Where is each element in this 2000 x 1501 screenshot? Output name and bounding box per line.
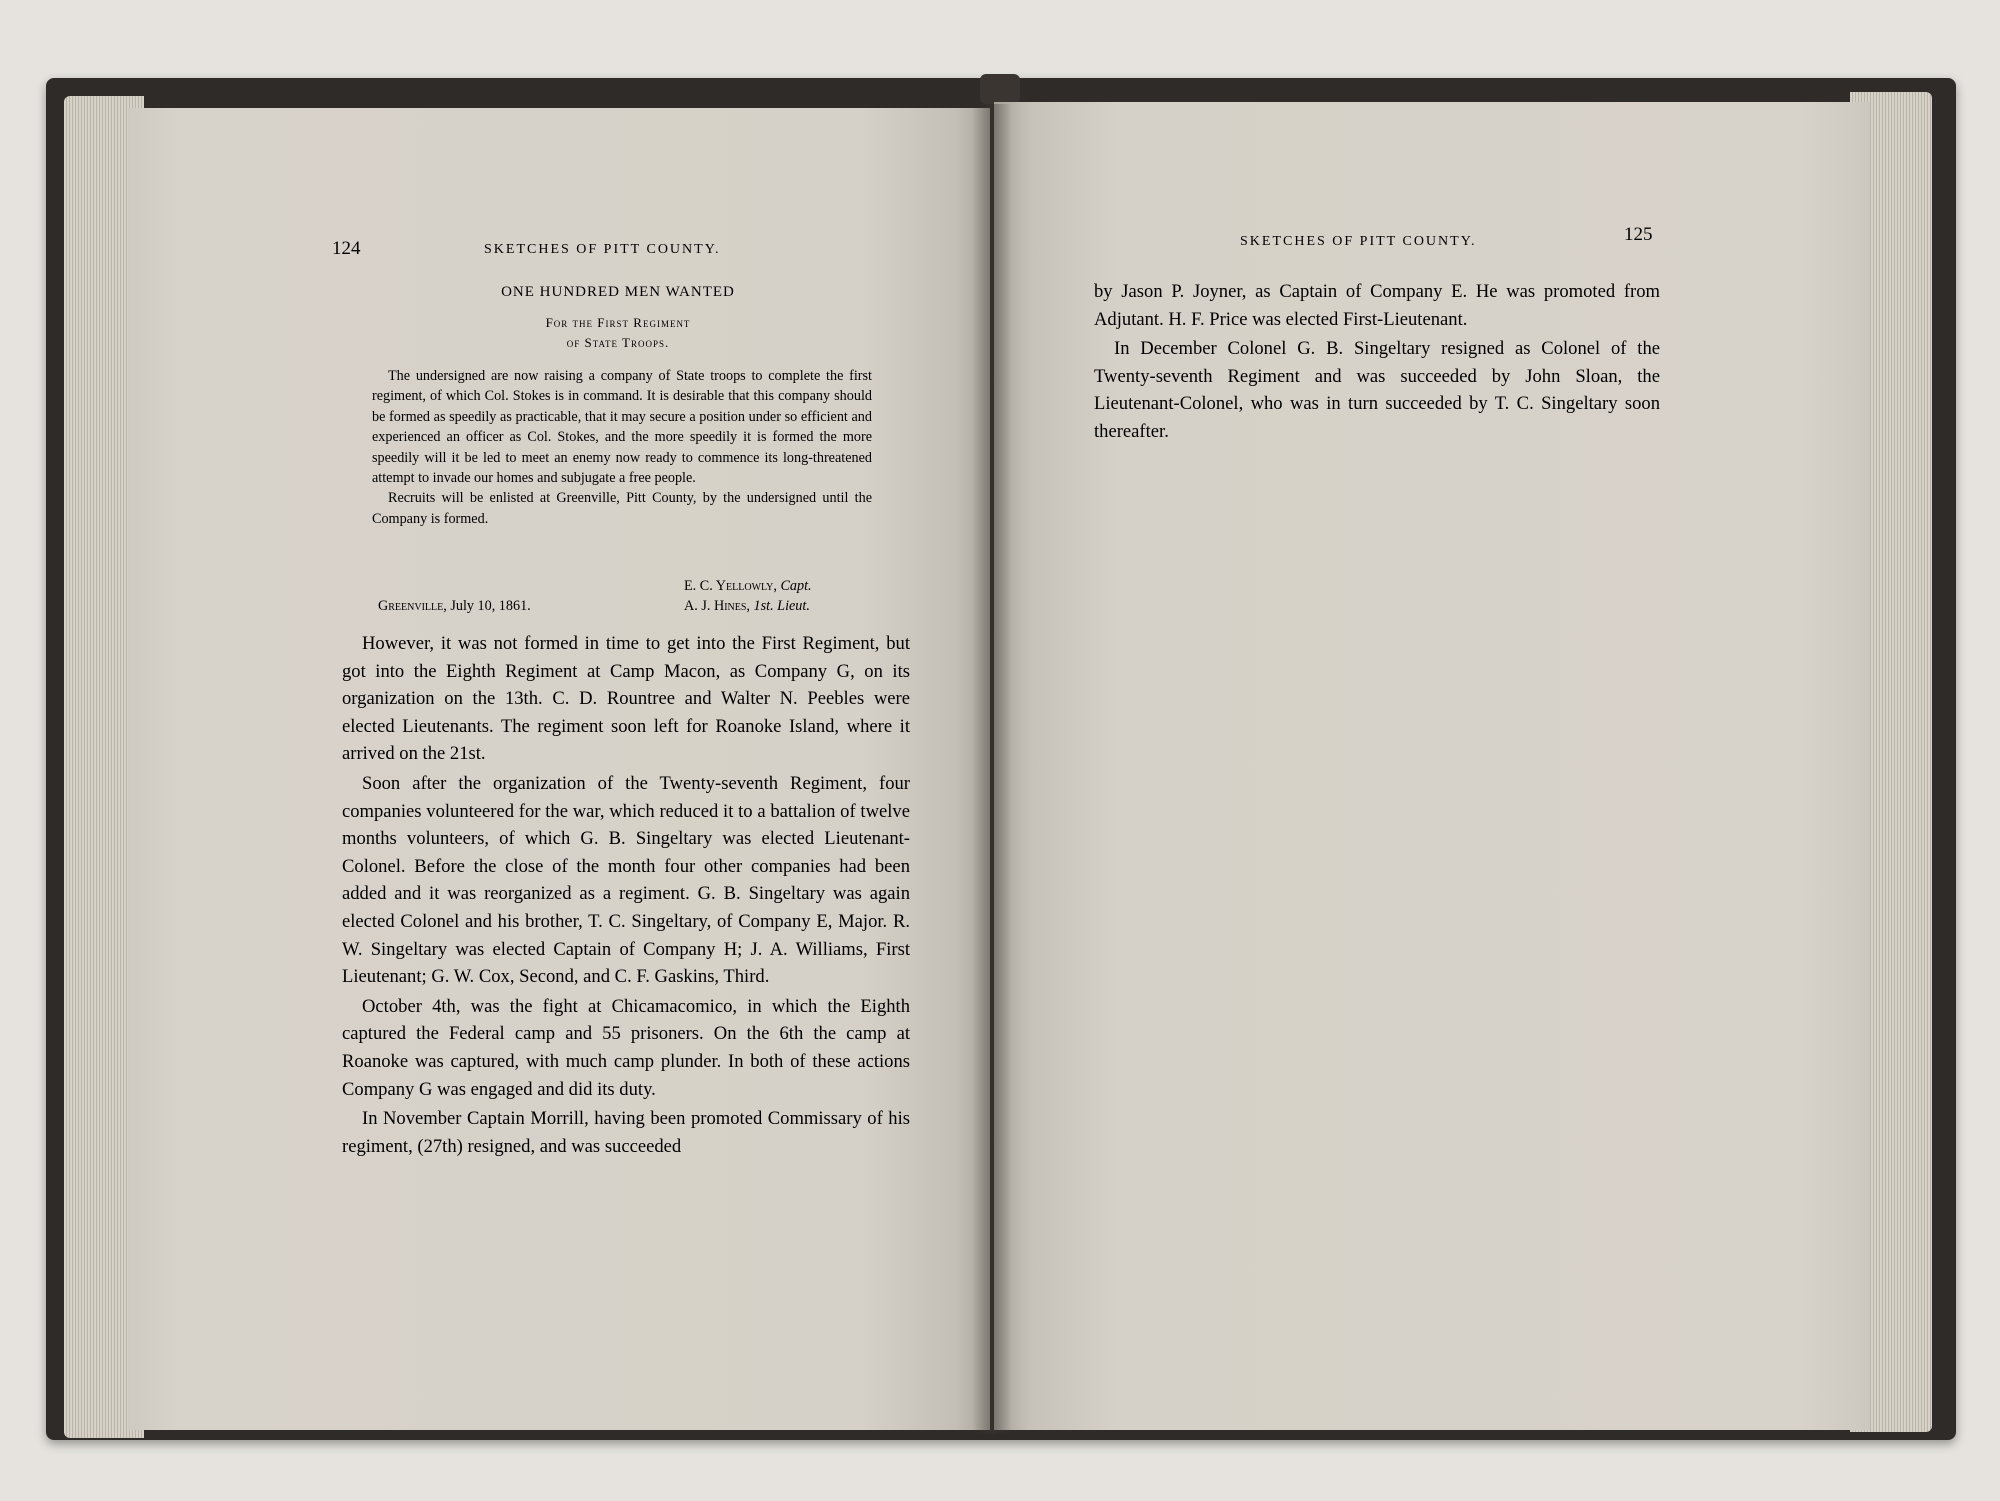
left-page-number: 124 — [332, 238, 361, 259]
ad-title: ONE HUNDRED MEN WANTED — [501, 284, 735, 300]
ad-place: Greenville, — [378, 598, 447, 614]
right-paragraph-2: In December Colonel G. B. Singeltary resigned as Colonel of the Twenty-seventh Regiment and was succeeded by John Sloan, the Lieutenant-Colonel, who was in turn succeeded by T. C. Singeltary soon thereafter. — [1094, 338, 1660, 442]
signer-2-name: A. J. Hines, — [684, 598, 750, 614]
book-spine — [980, 74, 1020, 104]
right-page-body — [1094, 278, 1660, 446]
ad-paragraph-2: Recruits will be enlisted at Greenville, Pitt County, by the undersigned until the Company is formed. — [372, 490, 872, 527]
ad-place-date — [378, 598, 531, 615]
left-paragraph-2: Soon after the organization of the Twenty-seventh Regiment, four companies volunteered for the war, which reduced it to a battalion of twelve months volunteers, of which G. B. Singeltary was elected Lieutenant-Colonel. Before the close of the month four other companies had been added and it was reorganized as a regiment. G. B. Singeltary was again elected Colonel and his brother, T. C. Singeltary, of Company E, Major. R. W. Singeltary was elected Captain of Company H; J. A. Williams, First Lieutenant; G. W. Cox, Second, and C. F. Gaskins, Third. — [342, 772, 910, 988]
left-running-head: SKETCHES OF PITT COUNTY. — [484, 242, 721, 257]
ad-body — [372, 366, 872, 529]
spine-gutter — [972, 104, 1012, 1434]
left-paragraph-3: October 4th, was the fight at Chicamacomico, in which the Eighth captured the Federal camp and 55 prisoners. On the 6th the camp at Roanoke was captured, with much camp plunder. In both of these actions Company G was engaged and did its duty. — [342, 995, 910, 1100]
right-paragraph-1: by Jason P. Joyner, as Captain of Company E. He was promoted from Adjutant. H. F. Price was elected First-Lieutenant. — [1094, 281, 1660, 330]
left-paragraph-1: However, it was not formed in time to get into the First Regiment, but got into the Eighth Regiment at Camp Macon, as Company G, on its organization on the 13th. C. D. Rountree and Walter N. Peebles were elected Lieutenants. The regiment soon left for Roanoke Island, where it arrived on the 21st. — [342, 633, 910, 765]
ad-signer-2 — [684, 598, 810, 615]
ad-date: July 10, 1861. — [450, 598, 531, 614]
ad-signer-1 — [684, 578, 812, 595]
right-running-head: SKETCHES OF PITT COUNTY. — [1240, 234, 1477, 249]
signer-1-rank: Capt. — [780, 578, 812, 594]
right-page-number: 125 — [1624, 224, 1653, 245]
signer-1-name: E. C. Yellowly, — [684, 578, 777, 594]
ad-subtitle-1: For the First Regiment — [545, 315, 691, 330]
ad-paragraph-1: The undersigned are now raising a company of State troops to complete the first regiment, of which Col. Stokes is in command. It is desirable that this company should be formed as speedily as practicable, that it may secure a position under so efficient and experienced an officer as Col. Stokes, and the more speedily it is formed the more speedily will it be led to meet an enemy now ready to commence its long-threatened attempt to invade our homes and subjugate a free people. — [372, 368, 872, 487]
signer-2-rank: 1st. Lieut. — [753, 598, 810, 614]
ad-subtitle-2: of State Troops. — [566, 335, 670, 350]
left-paragraph-4: In November Captain Morrill, having been promoted Commissary of his regiment, (27th) resigned, and was succeeded — [342, 1108, 910, 1157]
left-page-body — [342, 630, 910, 1160]
